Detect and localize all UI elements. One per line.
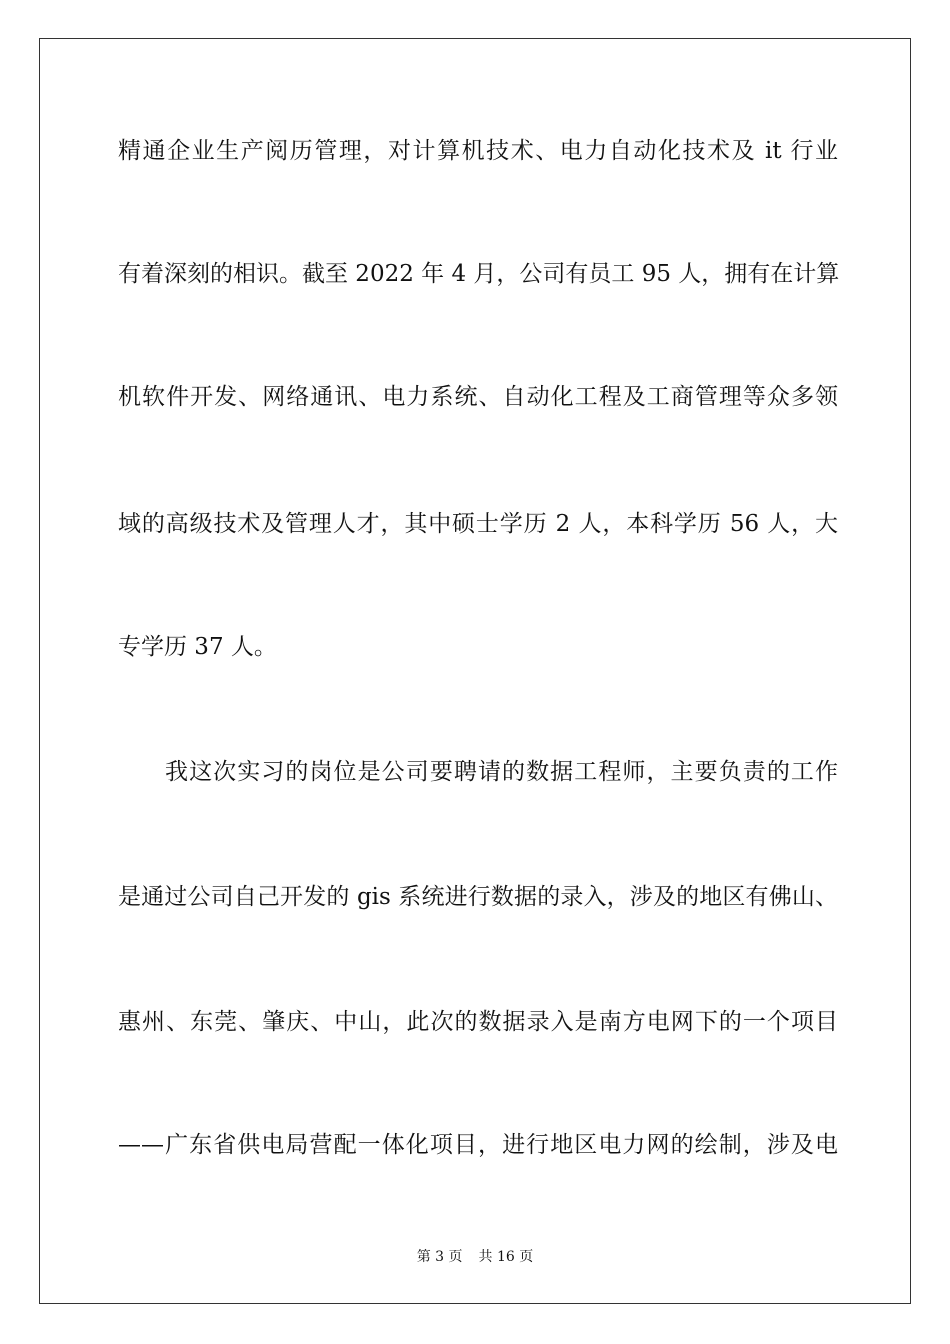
paragraph-line: ——广东省供电局营配一体化项目，进行地区电力网的绘制，涉及电 xyxy=(118,1132,838,1158)
paragraph-line: 专学历 37 人。 xyxy=(118,634,277,660)
page-number: 第 3 页 xyxy=(416,1249,463,1265)
paragraph-line: 有着深刻的相识。截至 2022 年 4 月，公司有员工 95 人，拥有在计算 xyxy=(118,261,840,287)
paragraph-line: 机软件开发、网络通讯、电力系统、自动化工程及工商管理等众多领 xyxy=(118,384,838,410)
page-footer xyxy=(0,1246,950,1266)
page-border xyxy=(39,38,911,1304)
paragraph-line: 是通过公司自己开发的 gis 系统进行数据的录入，涉及的地区有佛山、 xyxy=(118,884,838,910)
paragraph-line: 域的高级技术及管理人才，其中硕士学历 2 人，本科学历 56 人，大 xyxy=(118,511,838,537)
total-pages: 共 16 页 xyxy=(478,1249,534,1265)
paragraph-line: 惠州、东莞、肇庆、中山，此次的数据录入是南方电网下的一个项目 xyxy=(118,1009,838,1035)
paragraph-first-line: 我这次实习的岗位是公司要聘请的数据工程师，主要负责的工作 xyxy=(165,759,838,785)
paragraph-line: 精通企业生产阅历管理，对计算机技术、电力自动化技术及 it 行业 xyxy=(118,138,838,164)
